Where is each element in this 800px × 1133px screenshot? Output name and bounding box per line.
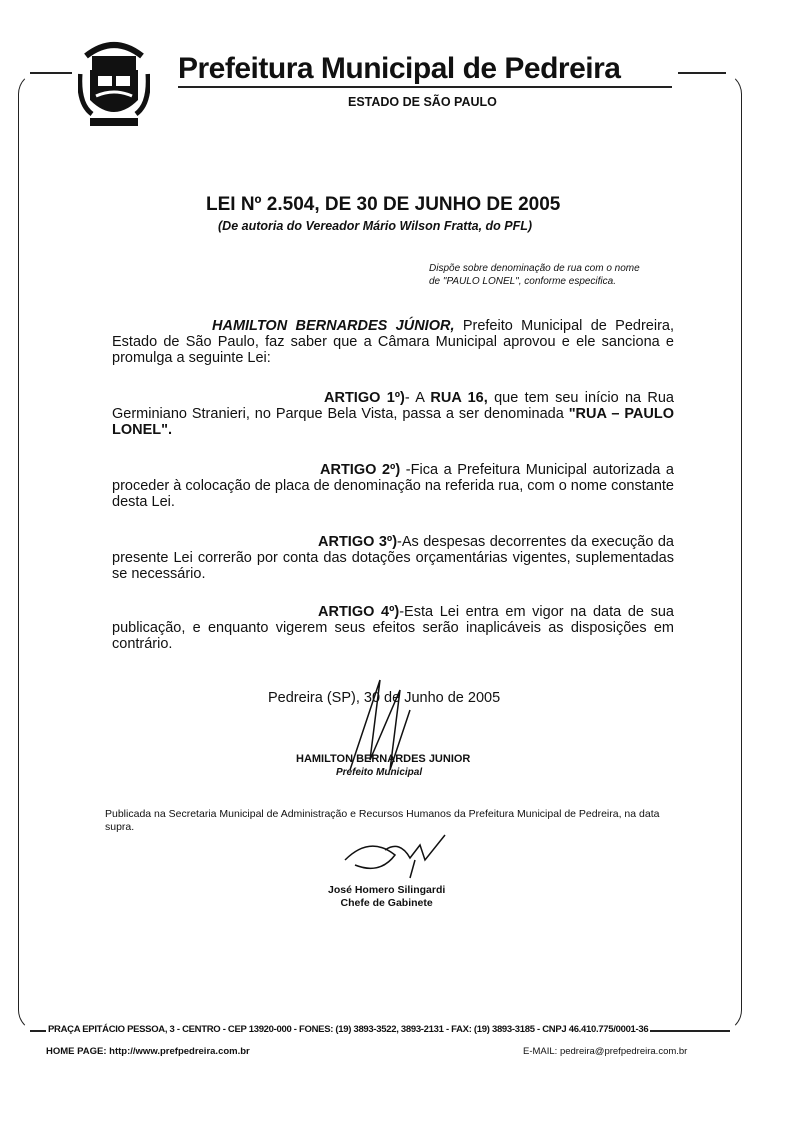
- coat-of-arms-logo: [78, 34, 150, 130]
- footer-address: PRAÇA EPITÁCIO PESSOA, 3 - CENTRO - CEP 13920-000 - FONES: (19) 3893-3522, 3893-2131 - FAX: (19) 3893-3185 - CNPJ 46.410.775/0001-36: [48, 1024, 649, 1035]
- preamble: [112, 318, 674, 366]
- article-label: ARTIGO 3º): [318, 534, 398, 550]
- article-bold: "RUA – PAULO LONEL".: [112, 406, 674, 438]
- frame-top-right: [678, 72, 726, 74]
- article-1: [112, 390, 674, 438]
- article-text: que tem seu início na Rua Germiniano Stranieri, no Parque Bela Vista, passa a ser denominada: [112, 390, 674, 422]
- article-label: ARTIGO 2º): [320, 462, 401, 478]
- law-title: LEI Nº 2.504, DE 30 DE JUNHO DE 2005: [206, 194, 561, 215]
- footer-email: E-MAIL: pedreira@prefpedreira.com.br: [523, 1046, 688, 1057]
- publication-note: Publicada na Secretaria Municipal de Administração e Recursos Humanos da Prefeitura Municipal de Pedreira, na data supra.: [105, 808, 660, 833]
- law-ementa: [429, 262, 669, 288]
- signer-role: Prefeito Municipal: [336, 767, 423, 778]
- header-title: Prefeitura Municipal de Pedreira: [178, 52, 621, 85]
- article-text: - A: [404, 390, 431, 406]
- title-underline: [178, 86, 672, 88]
- mayor-name: HAMILTON BERNARDES JÚNIOR,: [212, 318, 455, 334]
- preamble-text: Prefeito Municipal de Pedreira, Estado de São Paulo, faz saber que a Câmara Municipal aprovou e ele sanciona e promulga a seguinte Lei:: [112, 318, 674, 366]
- chief-role: Chefe de Gabinete: [340, 897, 433, 909]
- header-state: ESTADO DE SÃO PAULO: [348, 95, 497, 109]
- article-4: [112, 604, 674, 652]
- article-bold: RUA 16,: [430, 390, 488, 406]
- footer-homepage: HOME PAGE: http://www.prefpedreira.com.br: [46, 1046, 250, 1057]
- place-date: Pedreira (SP), 30 de Junho de 2005: [268, 690, 501, 706]
- chief-signature-block: [328, 884, 445, 910]
- chief-name: José Homero Silingardi: [328, 884, 446, 896]
- ementa-line: de "PAULO LONEL", conforme especifica.: [429, 276, 616, 287]
- signer-name: HAMILTON BERNARDES JUNIOR: [296, 753, 471, 765]
- article-2: [112, 462, 674, 510]
- law-author: (De autoria do Vereador Mário Wilson Fratta, do PFL): [218, 219, 533, 233]
- ementa-line: Dispõe sobre denominação de rua com o nome: [429, 263, 640, 274]
- article-3: [112, 534, 674, 582]
- chief-signature: [340, 830, 450, 880]
- article-text: -Fica a Prefeitura Municipal autorizada a proceder à colocação de placa de denominação na referida rua, com o nome constante desta Lei.: [112, 462, 674, 510]
- article-text: -As despesas decorrentes da execução da presente Lei correrão por conta das dotações orçamentárias vigentes, suplementadas se necessário.: [112, 534, 674, 582]
- article-text: -Esta Lei entra em vigor na data de sua publicação, e enquanto vigerem seus efeitos serão inaplicáveis as disposições em contrário.: [112, 604, 674, 652]
- article-label: ARTIGO 4º): [318, 604, 400, 620]
- article-label: ARTIGO 1º): [324, 390, 405, 406]
- frame-top-left: [30, 72, 72, 74]
